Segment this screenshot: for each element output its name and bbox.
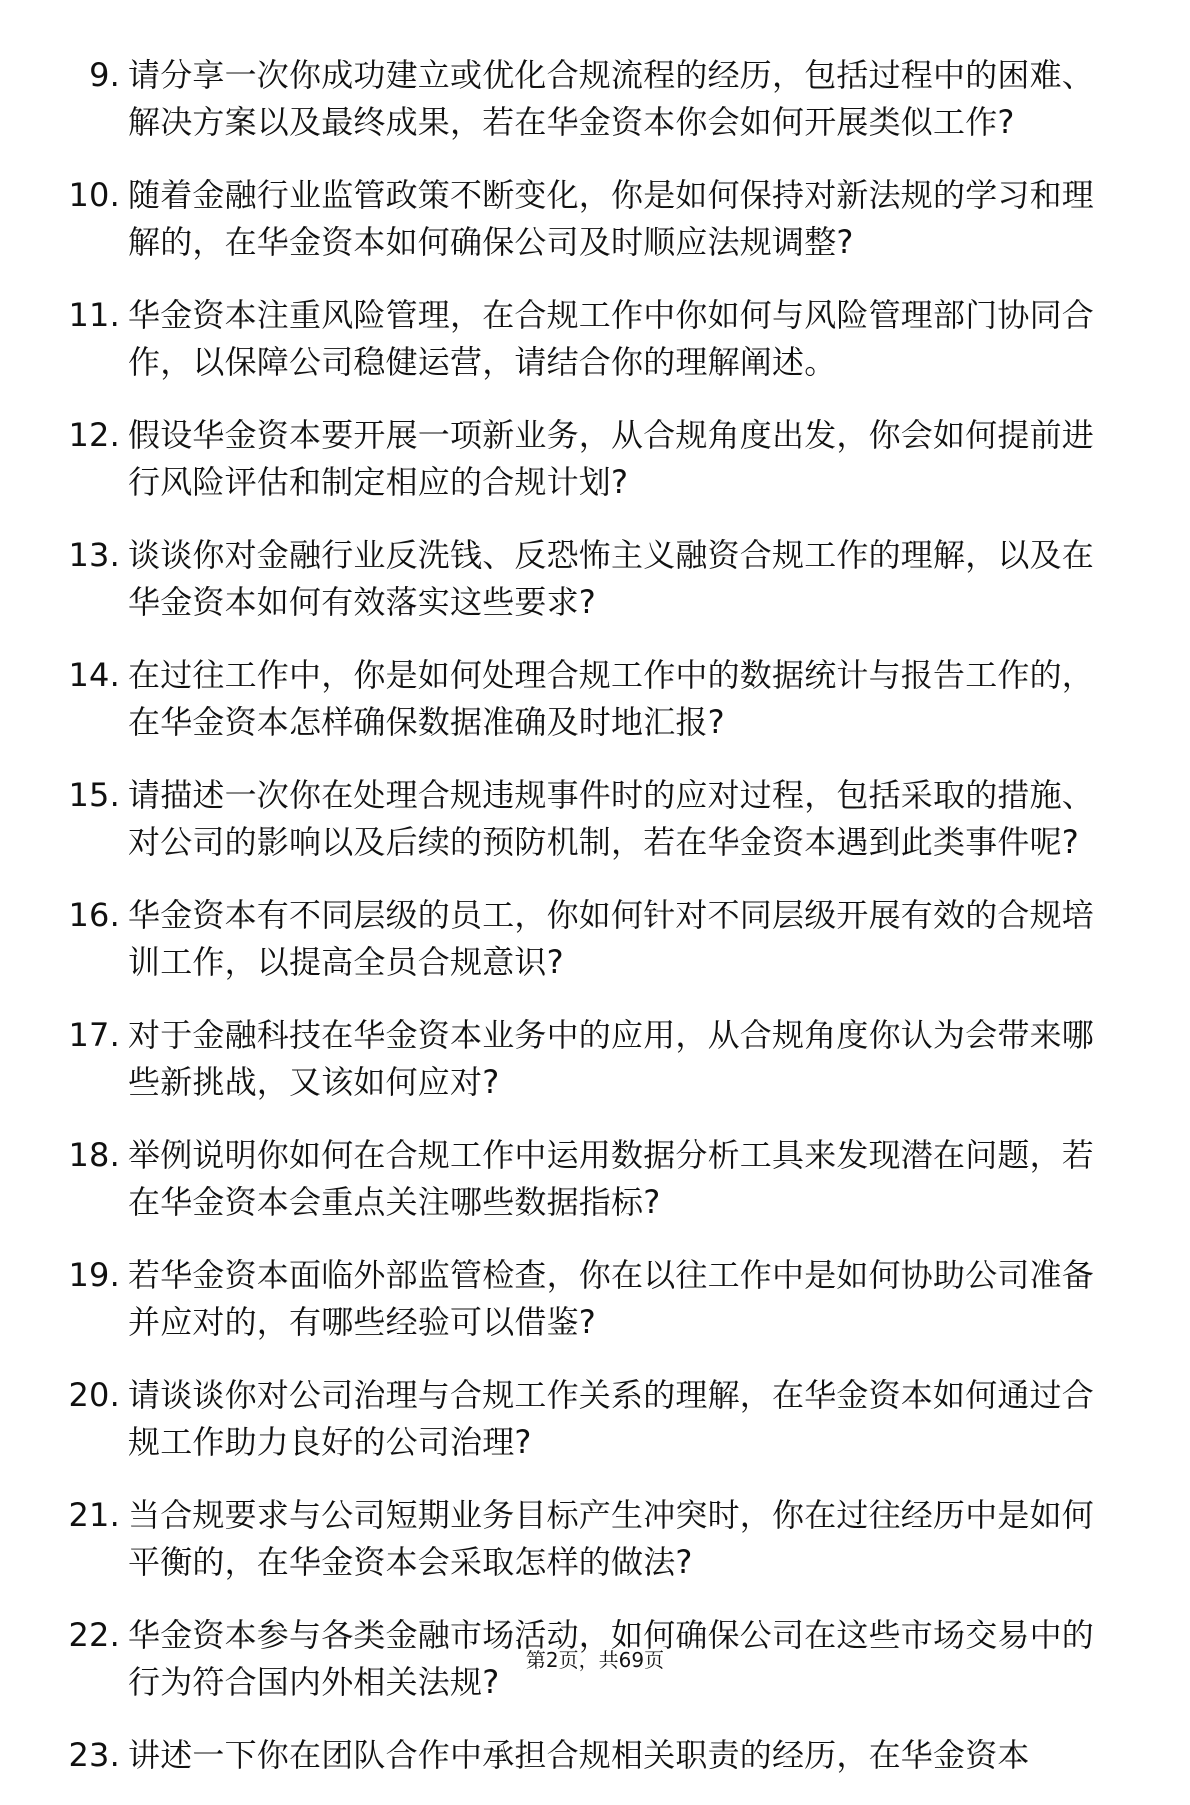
question-item [56,1732,1116,1779]
question-item [56,652,1116,746]
question-text: 当合规要求与公司短期业务目标产生冲突时，你在过往经历中是如何平衡的，在华金资本会采取怎样的做法? [128,1496,1095,1581]
question-number: 18. [68,1136,120,1174]
question-text: 华金资本有不同层级的员工，你如何针对不同层级开展有效的合规培训工作，以提高全员合规意识? [128,896,1095,981]
question-item [56,1132,1116,1226]
question-number: 21. [68,1496,120,1534]
question-text: 华金资本参与各类金融市场活动，如何确保公司在这些市场交易中的行为符合国内外相关法规? [128,1616,1095,1701]
question-item [56,1252,1116,1346]
question-item [56,1492,1116,1586]
question-number: 12. [68,416,120,454]
question-text: 请分享一次你成功建立或优化合规流程的经历，包括过程中的困难、解决方案以及最终成果，若在华金资本你会如何开展类似工作? [128,56,1095,141]
question-item [56,292,1116,386]
question-number: 9. [89,56,120,94]
question-item [56,772,1116,866]
question-text: 谈谈你对金融行业反洗钱、反恐怖主义融资合规工作的理解，以及在华金资本如何有效落实这些要求? [128,536,1095,621]
question-item [56,1372,1116,1466]
question-text: 在过往工作中，你是如何处理合规工作中的数据统计与报告工作的，在华金资本怎样确保数据准确及时地汇报? [128,656,1095,741]
question-item [56,52,1116,146]
question-number: 16. [68,896,120,934]
question-item [56,1012,1116,1106]
question-number: 19. [68,1256,120,1294]
question-number: 13. [68,536,120,574]
question-item [56,412,1116,506]
question-text: 讲述一下你在团队合作中承担合规相关职责的经历，在华金资本 [128,1736,1030,1774]
question-number: 14. [68,656,120,694]
question-text: 对于金融科技在华金资本业务中的应用，从合规角度你认为会带来哪些新挑战，又该如何应对? [128,1016,1095,1101]
question-number: 23. [68,1736,120,1774]
question-text: 请描述一次你在处理合规违规事件时的应对过程，包括采取的措施、对公司的影响以及后续的预防机制，若在华金资本遇到此类事件呢? [128,776,1095,861]
question-list [56,52,1116,1805]
question-text: 假设华金资本要开展一项新业务，从合规角度出发，你会如何提前进行风险评估和制定相应的合规计划? [128,416,1095,501]
question-item [56,172,1116,266]
question-item [56,892,1116,986]
question-text: 若华金资本面临外部监管检查，你在以往工作中是如何协助公司准备并应对的，有哪些经验可以借鉴? [128,1256,1095,1341]
question-number: 10. [68,176,120,214]
question-number: 11. [68,296,120,334]
question-number: 15. [68,776,120,814]
question-text: 举例说明你如何在合规工作中运用数据分析工具来发现潜在问题，若在华金资本会重点关注哪些数据指标? [128,1136,1095,1221]
question-item [56,532,1116,626]
page-footer [0,1646,1190,1674]
question-text: 请谈谈你对公司治理与合规工作关系的理解，在华金资本如何通过合规工作助力良好的公司治理? [128,1376,1095,1461]
question-number: 20. [68,1376,120,1414]
question-text: 随着金融行业监管政策不断变化，你是如何保持对新法规的学习和理解的，在华金资本如何确保公司及时顺应法规调整? [128,176,1095,261]
question-number: 17. [68,1016,120,1054]
page-number-label: 第2页，共69页 [525,1648,665,1672]
question-number: 22. [68,1616,120,1654]
question-text: 华金资本注重风险管理，在合规工作中你如何与风险管理部门协同合作，以保障公司稳健运营，请结合你的理解阐述。 [128,296,1095,381]
